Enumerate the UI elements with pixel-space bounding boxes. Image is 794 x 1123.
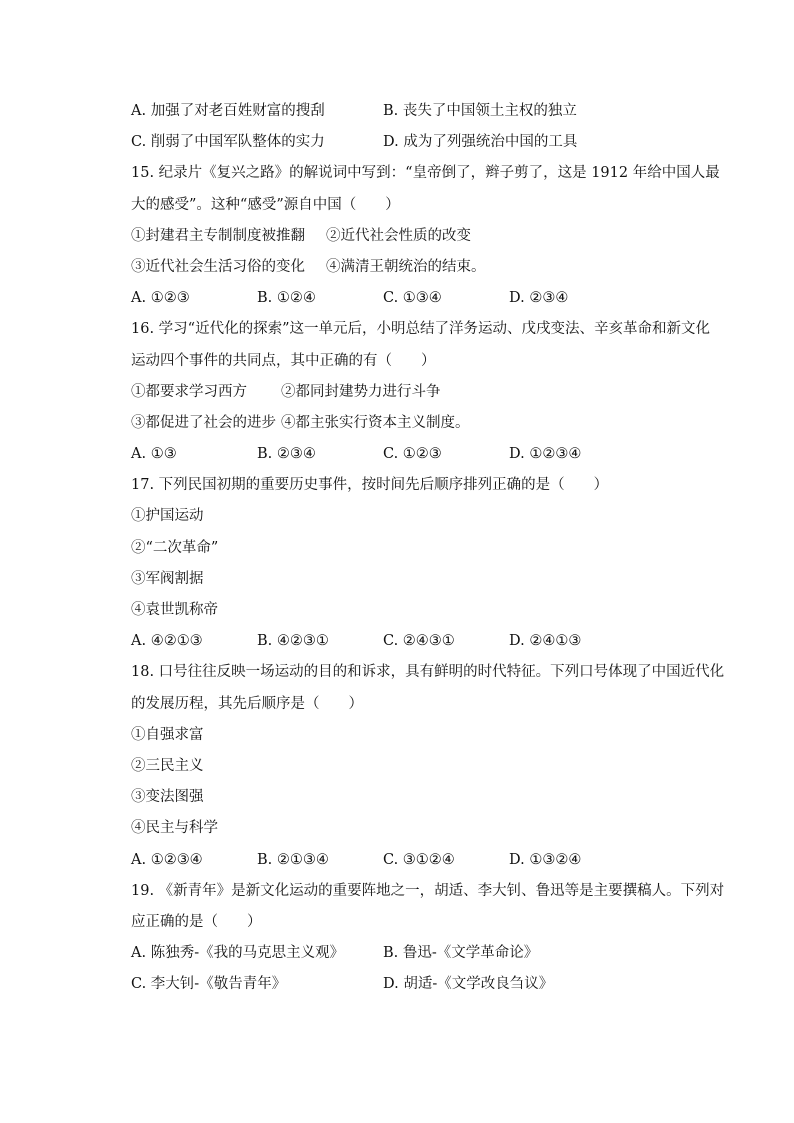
q15-item-2: ②近代社会性质的改变 <box>326 227 471 244</box>
q17-stem-line-1: 17. 下列民国初期的重要历史事件，按时间先后顺序排列正确的是（ ） <box>131 477 609 494</box>
q19-option-b: B. 鲁迅-《文学革命论》 <box>383 945 539 962</box>
q18-stem-line-1: 18. 口号往往反映一场运动的目的和诉求，具有鲜明的时代特征。下列口号体现了中国近代化 <box>131 664 725 681</box>
q17-option-d: D. ②④①③ <box>509 633 582 650</box>
q18-item-1: ①自强求富 <box>131 726 204 743</box>
q17-item-2: ②“二次革命” <box>131 539 219 556</box>
q16-option-d: D. ①②③④ <box>509 446 582 463</box>
q17-item-1: ①护国运动 <box>131 508 204 525</box>
q16-item-2: ②都同封建势力进行斗争 <box>281 383 441 400</box>
q14-option-a: A. 加强了对老百姓财富的搜刮 <box>131 103 325 119</box>
q14-options-row-1 <box>131 96 701 127</box>
q15-option-d: D. ②③④ <box>509 290 569 307</box>
q19-option-a: A. 陈独秀-《我的马克思主义观》 <box>131 945 345 962</box>
q19-options-row-1 <box>131 938 701 969</box>
q17-option-b: B. ④②③① <box>257 633 329 650</box>
q16-option-c: C. ①②③ <box>383 446 442 463</box>
q17-item-3: ③军阀割据 <box>131 570 204 587</box>
q16-item-1: ①都要求学习西方 <box>131 383 247 400</box>
q15-options <box>131 283 701 314</box>
q18-stem-line-2: 的发展历程，其先后顺序是（ ） <box>131 695 363 712</box>
q17-item-4: ④袁世凯称帝 <box>131 602 218 618</box>
q18-option-c: C. ③①②④ <box>383 851 455 868</box>
q17-option-c: C. ②④③① <box>383 633 455 650</box>
q15-stem-line-2: 大的感受”。这种“感受”源自中国（ ） <box>131 196 400 213</box>
q16-stem-line-2: 运动四个事件的共同点，其中正确的有（ ） <box>131 352 436 369</box>
q14-options-row-2 <box>131 127 701 158</box>
q18-item-2: ②三民主义 <box>131 757 204 774</box>
q19-option-c: C. 李大钊-《敬告青年》 <box>131 976 287 993</box>
q17-options <box>131 626 701 657</box>
q16-options <box>131 439 701 470</box>
q15-items-row-2 <box>131 252 701 283</box>
q16-item-4: ④都主张实行资本主义制度。 <box>281 414 470 431</box>
q16-items-row-2 <box>131 408 701 439</box>
q17-option-a: A. ④②①③ <box>131 633 203 650</box>
q15-items-row-1 <box>131 221 701 252</box>
q18-item-4: ④民主与科学 <box>131 820 218 837</box>
q19-options-row-2 <box>131 969 701 1000</box>
q16-stem-line-1: 16. 学习“近代化的探索”这一单元后，小明总结了洋务运动、戊戌变法、辛亥革命和新文化 <box>131 321 710 338</box>
q18-item-3: ③变法图强 <box>131 789 204 806</box>
q16-option-b: B. ②③④ <box>257 446 316 463</box>
q18-options <box>131 845 701 876</box>
q15-item-3: ③近代社会生活习俗的变化 <box>131 258 305 275</box>
q19-stem-line-1: 19. 《新青年》是新文化运动的重要阵地之一，胡适、李大钊、鲁迅等是主要撰稿人。下列对 <box>131 882 725 899</box>
q19-option-d: D. 胡适-《文学改良刍议》 <box>383 976 554 993</box>
q15-option-a: A. ①②③ <box>131 290 190 307</box>
q15-item-1: ①封建君主专制制度被推翻 <box>131 227 305 244</box>
q16-item-3: ③都促进了社会的进步 <box>131 414 276 431</box>
q14-option-b: B. 丧失了中国领土主权的独立 <box>383 103 577 119</box>
q18-option-b: B. ②①③④ <box>257 851 329 868</box>
q19-stem-line-2: 应正确的是（ ） <box>131 913 262 930</box>
q16-items-row-1 <box>131 377 701 408</box>
q16-option-a: A. ①③ <box>131 446 177 463</box>
exam-page <box>131 96 725 1000</box>
q14-option-c: C. 削弱了中国军队整体的实力 <box>131 134 325 151</box>
q15-option-b: B. ①②④ <box>257 290 316 307</box>
q18-option-d: D. ①③②④ <box>509 851 582 868</box>
q14-option-d: D. 成为了列强统治中国的工具 <box>383 134 578 151</box>
q18-option-a: A. ①②③④ <box>131 851 203 868</box>
q15-stem-line-1: 15. 纪录片《复兴之路》的解说词中写到：“皇帝倒了，辫子剪了，这是 1912 年给中国人最 <box>131 165 720 182</box>
q15-option-c: C. ①③④ <box>383 290 442 307</box>
q15-item-4: ④满清王朝统治的结束。 <box>326 258 486 275</box>
